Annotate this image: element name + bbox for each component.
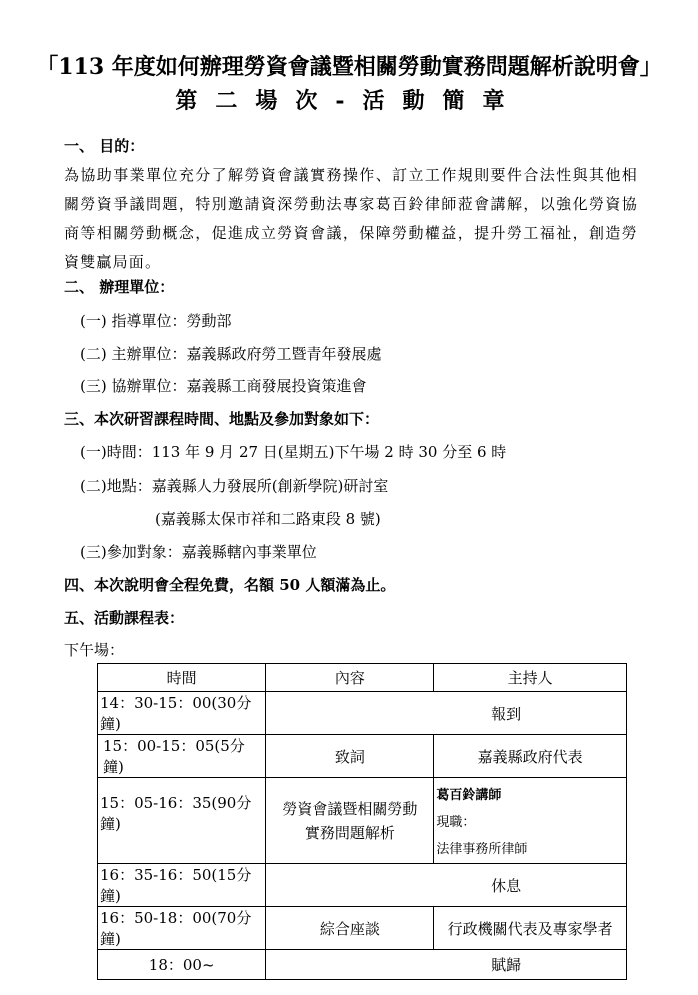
row-host: 嘉義縣政府代表 xyxy=(434,735,627,778)
host-org: 法律事務所律師 xyxy=(436,842,528,857)
session-label: 下午場： xyxy=(64,641,125,659)
table-row xyxy=(98,692,627,735)
row-merged: 報到 xyxy=(266,692,627,735)
document-subtitle: 第二場次-活動簡章 xyxy=(175,88,523,114)
host-title: 現職： xyxy=(436,815,476,830)
section-3-target: (三)參加對象：嘉義縣轄內事業單位 xyxy=(80,543,317,561)
row-time: 16：35-16：50(15分鐘) xyxy=(98,864,266,907)
section-3-heading: 三、本次研習課程時間、地點及參加對象如下： xyxy=(64,410,380,428)
section-1-body: 為協助事業單位充分了解勞資會議實務操作、訂立工作規則要件合法性與其他相關勞資爭議問題，特別邀請資深勞動法專家葛百鈴律師蒞會講解，以強化勞資協商等相關勞動概念，促進成立勞資會議，保障勞動權益，提升勞工福祉，創造勞資雙贏局面。 xyxy=(64,166,638,271)
schedule-table xyxy=(97,663,627,980)
row-time: 16：50-18：00(70分鐘) xyxy=(98,907,266,950)
table-row xyxy=(98,864,627,907)
section-3-place: (二)地點：嘉義縣人力發展所(創新學院)研討室 xyxy=(80,477,389,495)
section-3-address: (嘉義縣太保市祥和二路東段 8 號) xyxy=(155,510,381,528)
row-time: 18：00~ xyxy=(98,950,266,980)
section-3-time: (一)時間：113 年 9 月 27 日(星期五)下午場 2 時 30 分至 6 時 xyxy=(80,443,507,461)
section-2-heading: 二、 辦理單位： xyxy=(64,278,175,296)
host-name: 葛百鈴講師 xyxy=(436,788,502,803)
section-1-heading: 一、 目的： xyxy=(64,137,145,155)
row-host: 行政機關代表及專家學者 xyxy=(434,907,627,950)
section-2-item: (二) 主辦單位：嘉義縣政府勞工暨青年發展處 xyxy=(80,345,382,363)
document-title: 「113 年度如何辦理勞資會議暨相關勞動實務問題解析說明會」 xyxy=(36,54,662,80)
row-merged: 賦歸 xyxy=(266,950,627,980)
table-row xyxy=(98,778,627,864)
row-content: 勞資會議暨相關勞動實務問題解析 xyxy=(266,778,434,864)
row-content: 致詞 xyxy=(266,735,434,778)
header-content: 內容 xyxy=(266,664,434,692)
header-time: 時間 xyxy=(98,664,266,692)
row-content: 綜合座談 xyxy=(266,907,434,950)
section-2-item: (一) 指導單位：勞動部 xyxy=(80,312,232,330)
table-row xyxy=(98,950,627,980)
section-5-heading: 五、活動課程表： xyxy=(64,609,185,627)
section-4-heading: 四、本次說明會全程免費，名額 50 人額滿為止。 xyxy=(64,576,396,594)
row-time: 15：05-16：35(90分鐘) xyxy=(98,778,266,864)
header-host: 主持人 xyxy=(434,664,627,692)
row-time: 14：30-15：00(30分鐘) xyxy=(98,692,266,735)
table-row xyxy=(98,907,627,950)
table-row xyxy=(98,735,627,778)
section-2-item: (三) 協辦單位：嘉義縣工商發展投資策進會 xyxy=(80,377,367,395)
table-header-row xyxy=(98,664,627,692)
row-merged: 休息 xyxy=(266,864,627,907)
row-host-cell xyxy=(434,778,627,864)
row-time: 15：00-15：05(5分鐘) xyxy=(98,735,266,778)
